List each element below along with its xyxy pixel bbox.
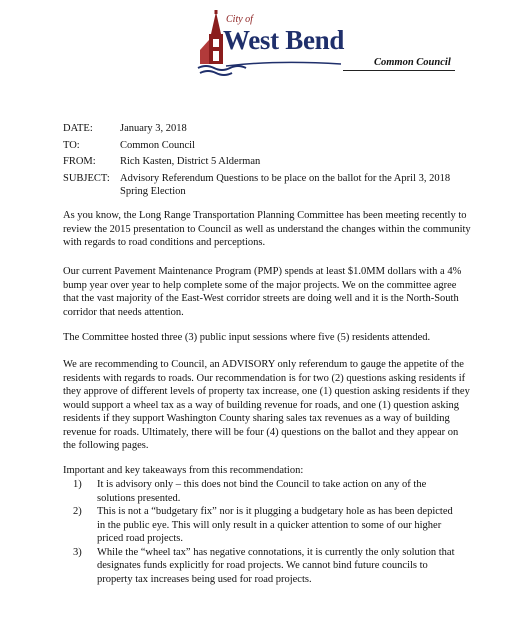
- memo-subject-label: SUBJECT:: [63, 172, 110, 184]
- header-divider: [343, 70, 455, 71]
- list-item-text: This is not a “budgetary fix” nor is it plugging a budgetary hole as has been depicted in the public eye. This will only result in a quicker attention to some of our higher priced road projects.: [97, 506, 453, 544]
- list-item-text: It is advisory only – this does not bind the Council to take action on any of the solutions presented.: [97, 479, 427, 504]
- paragraph-recommendation: We are recommending to Council, an ADVISORY only referendum to gauge the appetite of the residents with regards to roads. Our recommendation is for two (2) questions asking residents if they approve of different levels of property tax increase, one (1) question asking residents if they would support a wheel tax as a way of building revenue for roads, and one (1) question asking residents if they support Washington County sharing sales tax revenues as a way of building revenue for roads. Ultimately, there will be four (4) questions on the ballot and they appear on the following pages.: [63, 359, 470, 451]
- memo-from-value: Rich Kasten, District 5 Alderman: [120, 156, 261, 167]
- memo-to-label: TO:: [63, 139, 80, 151]
- paragraph-input-sessions: The Committee hosted three (3) public input sessions where five (5) residents attended.: [63, 332, 431, 343]
- list-item-number: 2): [73, 506, 82, 517]
- paragraph-intro: As you know, the Long Range Transportation Planning Committee has been meeting recently to review the 2015 presentation to Council as well as understand the changes within the community with regards to road conditions and perceptions.: [63, 210, 471, 248]
- paragraph-pmp: Our current Pavement Maintenance Program (PMP) spends at least $1.0MM dollars with a 4% bump year over year to help complete some of the major projects. We on the committee agree that the vast majority of the East-West corridor streets are doing well and it is the North-South corridor that needs attention.: [63, 266, 462, 318]
- list-item: [63, 505, 473, 546]
- logo-city-name: West Bend: [223, 25, 345, 55]
- memo-date-row: [63, 122, 470, 136]
- memo-to-row: [63, 139, 470, 153]
- memo-date-value: January 3, 2018: [120, 123, 187, 134]
- memo-header: [63, 122, 470, 199]
- list-item-number: 1): [73, 479, 82, 490]
- list-item-text: While the “wheel tax” has negative connotations, it is currently the only solution that designates funds explicitly for road projects. We cannot bind future councils to property tax increases being used for road projects.: [97, 546, 455, 585]
- city-logo: [196, 10, 346, 78]
- logo-city-of: City of: [226, 14, 253, 25]
- memo-subject-row: [63, 172, 470, 199]
- list-item: [63, 478, 473, 505]
- memo-from-label: FROM:: [63, 156, 96, 167]
- list-item: [63, 546, 473, 587]
- paragraph-takeaways-intro: Important and key takeaways from this recommendation:: [63, 465, 304, 476]
- memo-to-value: Common Council: [120, 139, 195, 151]
- takeaways-list: [63, 478, 473, 586]
- memo-from-row: [63, 155, 470, 169]
- memo-subject-value: Advisory Referendum Questions to be place on the ballot for the April 3, 2018 Spring Election: [120, 172, 451, 197]
- memo-date-label: DATE:: [63, 123, 93, 134]
- department-name: Common Council: [374, 57, 451, 68]
- list-item-number: 3): [73, 546, 82, 558]
